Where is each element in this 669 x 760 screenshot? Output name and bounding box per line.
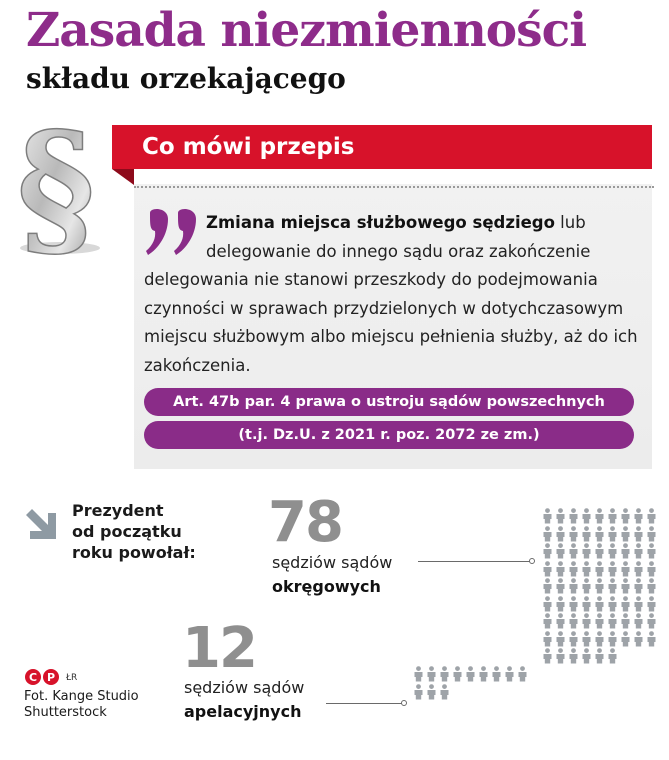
person-icon xyxy=(632,508,645,526)
leader-dot xyxy=(529,558,535,564)
person-icon xyxy=(541,543,554,561)
person-icon xyxy=(580,543,593,561)
person-icon xyxy=(580,526,593,544)
person-icon xyxy=(632,543,645,561)
stat-label-line: sędziów sądów xyxy=(272,553,393,572)
svg-text:P: P xyxy=(46,671,56,684)
stat-number-regional: 78 xyxy=(268,490,342,555)
person-icon xyxy=(606,543,619,561)
person-icon xyxy=(632,526,645,544)
person-icon xyxy=(580,613,593,631)
ribbon-label: Co mówi przepis xyxy=(142,134,355,160)
photo-credit-line: Fot. Kange Studio xyxy=(24,689,139,704)
person-icon xyxy=(567,508,580,526)
person-icon xyxy=(554,543,567,561)
person-icon xyxy=(541,508,554,526)
person-icon xyxy=(554,631,567,649)
citation-pill: Art. 47b par. 4 prawa o ustroju sądów powszechnych xyxy=(144,388,634,416)
person-icon xyxy=(541,578,554,596)
person-icon xyxy=(619,561,632,579)
person-icon xyxy=(606,561,619,579)
section-sign-icon xyxy=(6,108,110,258)
person-icon xyxy=(593,526,606,544)
page-subtitle: składu orzekającego xyxy=(26,62,346,95)
person-icon xyxy=(567,561,580,579)
person-icon xyxy=(632,596,645,614)
stat-label-appeal xyxy=(184,676,304,724)
stats-intro xyxy=(72,500,196,563)
leader-line xyxy=(418,561,530,562)
person-icon xyxy=(567,543,580,561)
person-icon xyxy=(593,543,606,561)
person-icon xyxy=(645,596,658,614)
person-icon xyxy=(593,648,606,666)
svg-text:C: C xyxy=(28,671,38,684)
person-icon xyxy=(606,596,619,614)
quote-rest: lub delegowanie do innego sądu oraz zakończenie delegowania nie stanowi przeszkody do podejmowania czynności w sprawach przydzielonych w dotychczasowym miejscu służbowym albo miejscu pełnienia służby, aż do ich zakończenia. xyxy=(144,213,638,375)
person-icon xyxy=(554,648,567,666)
person-icon xyxy=(438,666,451,684)
person-icon xyxy=(541,648,554,666)
quote-text xyxy=(144,209,644,381)
person-icon xyxy=(567,526,580,544)
leader-dot xyxy=(401,700,407,706)
stats-intro-line: od początku xyxy=(72,522,182,541)
person-icon xyxy=(541,561,554,579)
person-icon xyxy=(580,561,593,579)
person-icon xyxy=(593,631,606,649)
photo-credit xyxy=(24,689,139,721)
person-icon xyxy=(606,631,619,649)
stats-intro-line: Prezydent xyxy=(72,501,164,520)
ribbon-banner xyxy=(112,125,652,169)
person-icon xyxy=(645,508,658,526)
person-icon xyxy=(412,684,425,702)
person-icon xyxy=(580,631,593,649)
person-icon xyxy=(554,508,567,526)
svg-text:§: § xyxy=(16,108,96,258)
person-icon xyxy=(554,613,567,631)
person-icon xyxy=(593,613,606,631)
person-icon xyxy=(645,526,658,544)
person-icon xyxy=(554,578,567,596)
person-icon xyxy=(464,666,477,684)
author-initials: ŁR xyxy=(66,673,78,683)
person-icon xyxy=(619,613,632,631)
stat-label-bold: okręgowych xyxy=(272,577,381,596)
person-icon xyxy=(554,561,567,579)
person-icon xyxy=(645,613,658,631)
person-icon xyxy=(619,543,632,561)
person-icon xyxy=(567,578,580,596)
person-icon xyxy=(567,631,580,649)
person-icon xyxy=(503,666,516,684)
person-icon xyxy=(541,613,554,631)
person-icon xyxy=(606,526,619,544)
person-icon xyxy=(567,613,580,631)
person-icon xyxy=(567,648,580,666)
person-icon xyxy=(606,578,619,596)
person-icon xyxy=(619,526,632,544)
person-icon xyxy=(477,666,490,684)
stat-label-bold: apelacyjnych xyxy=(184,702,302,721)
person-icon xyxy=(632,613,645,631)
person-icon xyxy=(606,648,619,666)
person-icon xyxy=(425,684,438,702)
person-icon xyxy=(580,596,593,614)
person-icon xyxy=(606,508,619,526)
person-icon xyxy=(516,666,529,684)
person-icon xyxy=(580,648,593,666)
person-icon xyxy=(412,666,425,684)
person-icon xyxy=(645,631,658,649)
person-icon xyxy=(632,578,645,596)
ribbon-fold xyxy=(112,169,134,185)
stat-number-appeal: 12 xyxy=(182,616,256,681)
person-icon xyxy=(593,596,606,614)
person-icon xyxy=(541,596,554,614)
leader-line xyxy=(326,703,402,704)
person-icon xyxy=(451,666,464,684)
page-title: Zasada niezmienności xyxy=(26,3,587,58)
regional-judges-pictogram xyxy=(541,508,659,718)
person-icon xyxy=(645,578,658,596)
person-icon xyxy=(632,561,645,579)
dotted-divider xyxy=(134,186,654,188)
stat-label-regional xyxy=(272,551,392,599)
appeal-judges-pictogram xyxy=(412,666,530,718)
person-icon xyxy=(490,666,503,684)
photo-credit-line: Shutterstock xyxy=(24,705,107,720)
quote-bold: Zmiana miejsca służbowego sędziego xyxy=(206,213,555,232)
person-icon xyxy=(580,508,593,526)
person-icon xyxy=(619,578,632,596)
person-icon xyxy=(632,631,645,649)
person-icon xyxy=(619,631,632,649)
person-icon xyxy=(580,578,593,596)
person-icon xyxy=(438,684,451,702)
person-icon xyxy=(593,578,606,596)
person-icon xyxy=(593,561,606,579)
person-icon xyxy=(645,543,658,561)
person-icon xyxy=(554,526,567,544)
person-icon xyxy=(541,526,554,544)
person-icon xyxy=(425,666,438,684)
person-icon xyxy=(606,613,619,631)
person-icon xyxy=(619,508,632,526)
person-icon xyxy=(541,631,554,649)
person-icon xyxy=(645,561,658,579)
cp-logo-icon xyxy=(24,668,60,686)
person-icon xyxy=(554,596,567,614)
citation-pill-secondary: (t.j. Dz.U. z 2021 r. poz. 2072 ze zm.) xyxy=(144,421,634,449)
person-icon xyxy=(619,596,632,614)
stats-intro-line: roku powołał: xyxy=(72,543,196,562)
person-icon xyxy=(567,596,580,614)
person-icon xyxy=(593,508,606,526)
arrow-down-right-icon xyxy=(22,505,60,543)
stat-label-line: sędziów sądów xyxy=(184,678,305,697)
